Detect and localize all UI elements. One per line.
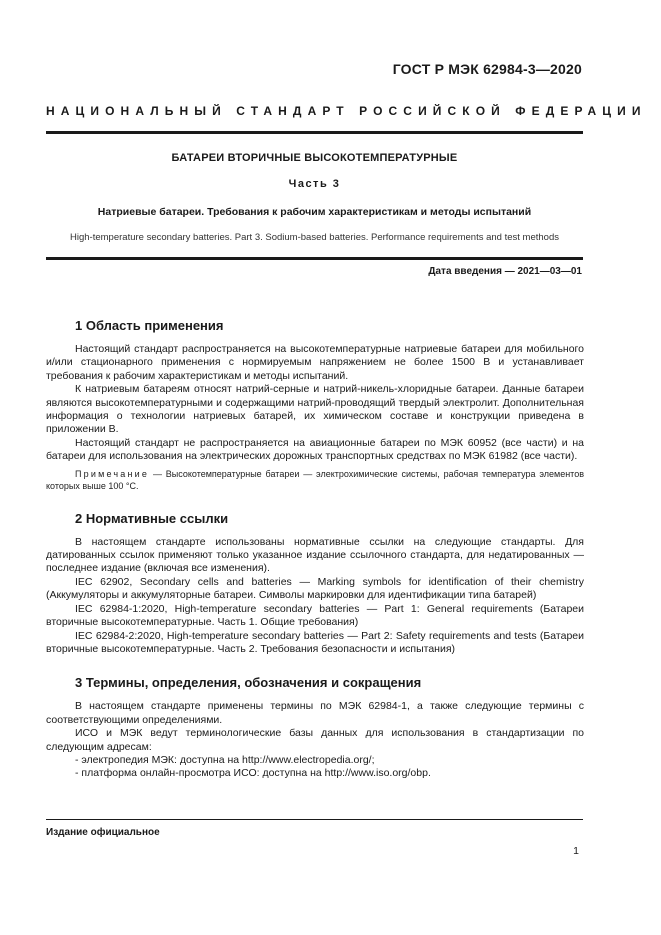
header-rule — [46, 131, 583, 134]
national-standard-heading: НАЦИОНАЛЬНЫЙ СТАНДАРТ РОССИЙСКОЙ ФЕДЕРАЦИИ — [46, 104, 647, 118]
document-subtitle: Натриевые батареи. Требования к рабочим характеристикам и методы испытаний — [97, 206, 532, 218]
note-label: Примечание — [75, 468, 150, 479]
english-title: High-temperature secondary batteries. Part 3. Sodium-based batteries. Performance requirements and test methods — [70, 232, 559, 243]
document-body — [46, 318, 584, 781]
document-title: БАТАРЕИ ВТОРИЧНЫЕ ВЫСОКОТЕМПЕРАТУРНЫЕ — [171, 152, 458, 164]
footer-rule — [46, 819, 583, 820]
paragraph: В настоящем стандарте использованы нормативные ссылки на следующие стандарты. Для датированных ссылок применяют только указанное издание ссылочного стандарта, для недатированных — последнее издание (включая все изменения). — [46, 535, 584, 575]
reference-item: IEC 62984-2:2020, High-temperature secondary batteries — Part 2: Safety requirements and tests (Батареи вторичные высокотемпературные. Часть 2. Требования безопасности и испытания) — [46, 629, 584, 655]
reference-item: IEC 62902, Secondary cells and batteries — Marking symbols for identification of their chemistry (Аккумуляторы и аккумуляторные батареи. Символы маркировки для идентификации типа батарей) — [46, 575, 584, 602]
note-text: — Высокотемпературные батареи — электрохимические системы, рабочая температура элементов которых выше 100 °С. — [46, 468, 584, 491]
section-1-heading: 1 Область применения — [75, 318, 224, 333]
section-2-heading: 2 Нормативные ссылки — [75, 510, 229, 526]
document-part: Часть 3 — [288, 178, 341, 190]
title-rule — [46, 257, 583, 260]
paragraph: Настоящий стандарт не распространяется на авиационные батареи по МЭК 60952 (все части) и на батареи для использования на электрических дорожных транспортных средствах по МЭК 61982 (все части). — [46, 436, 584, 463]
paragraph: В настоящем стандарте применены термины по МЭК 62984-1, а также следующие термины с соответствующими определениями. — [46, 700, 584, 726]
section-3-heading: 3 Термины, определения, обозначения и сокращения — [75, 675, 422, 691]
list-item: - электропедия МЭК: доступна на http://www.electropedia.org/; — [75, 753, 375, 766]
paragraph: ИСО и МЭК ведут терминологические базы данных для использования в стандартизации по следующим адресам: — [46, 727, 584, 753]
introduction-date: Дата введения — 2021—03—01 — [428, 266, 582, 277]
gost-code: ГОСТ Р МЭК 62984-3—2020 — [392, 61, 582, 77]
page-number: 1 — [573, 845, 579, 857]
paragraph: К натриевым батареям относят натрий-серные и натрий-никель-хлоридные батареи. Данные батареи являются высокотемпературными и содержащими натрий-проводящий твердый электролит. Дополнительная информация о технологии натриевых батарей, их химическом составе и конструкции приведена в приложении В. — [46, 383, 584, 436]
reference-item: IEC 62984-1:2020, High-temperature secondary batteries — Part 1: General requirements (Батареи вторичные высокотемпературные. Часть 1. Общие требования) — [46, 602, 584, 629]
list-item: - платформа онлайн-просмотра ИСО: доступна на http://www.iso.org/obp. — [75, 767, 431, 780]
paragraph: Настоящий стандарт распространяется на высокотемпературные натриевые батареи для мобильного и/или стационарного применения с нормируемым напряжением не более 1500 В и устанавливает требования к рабочим характеристикам и методы испытаний. — [46, 343, 584, 382]
note — [46, 468, 584, 492]
edition-label: Издание официальное — [46, 827, 160, 838]
